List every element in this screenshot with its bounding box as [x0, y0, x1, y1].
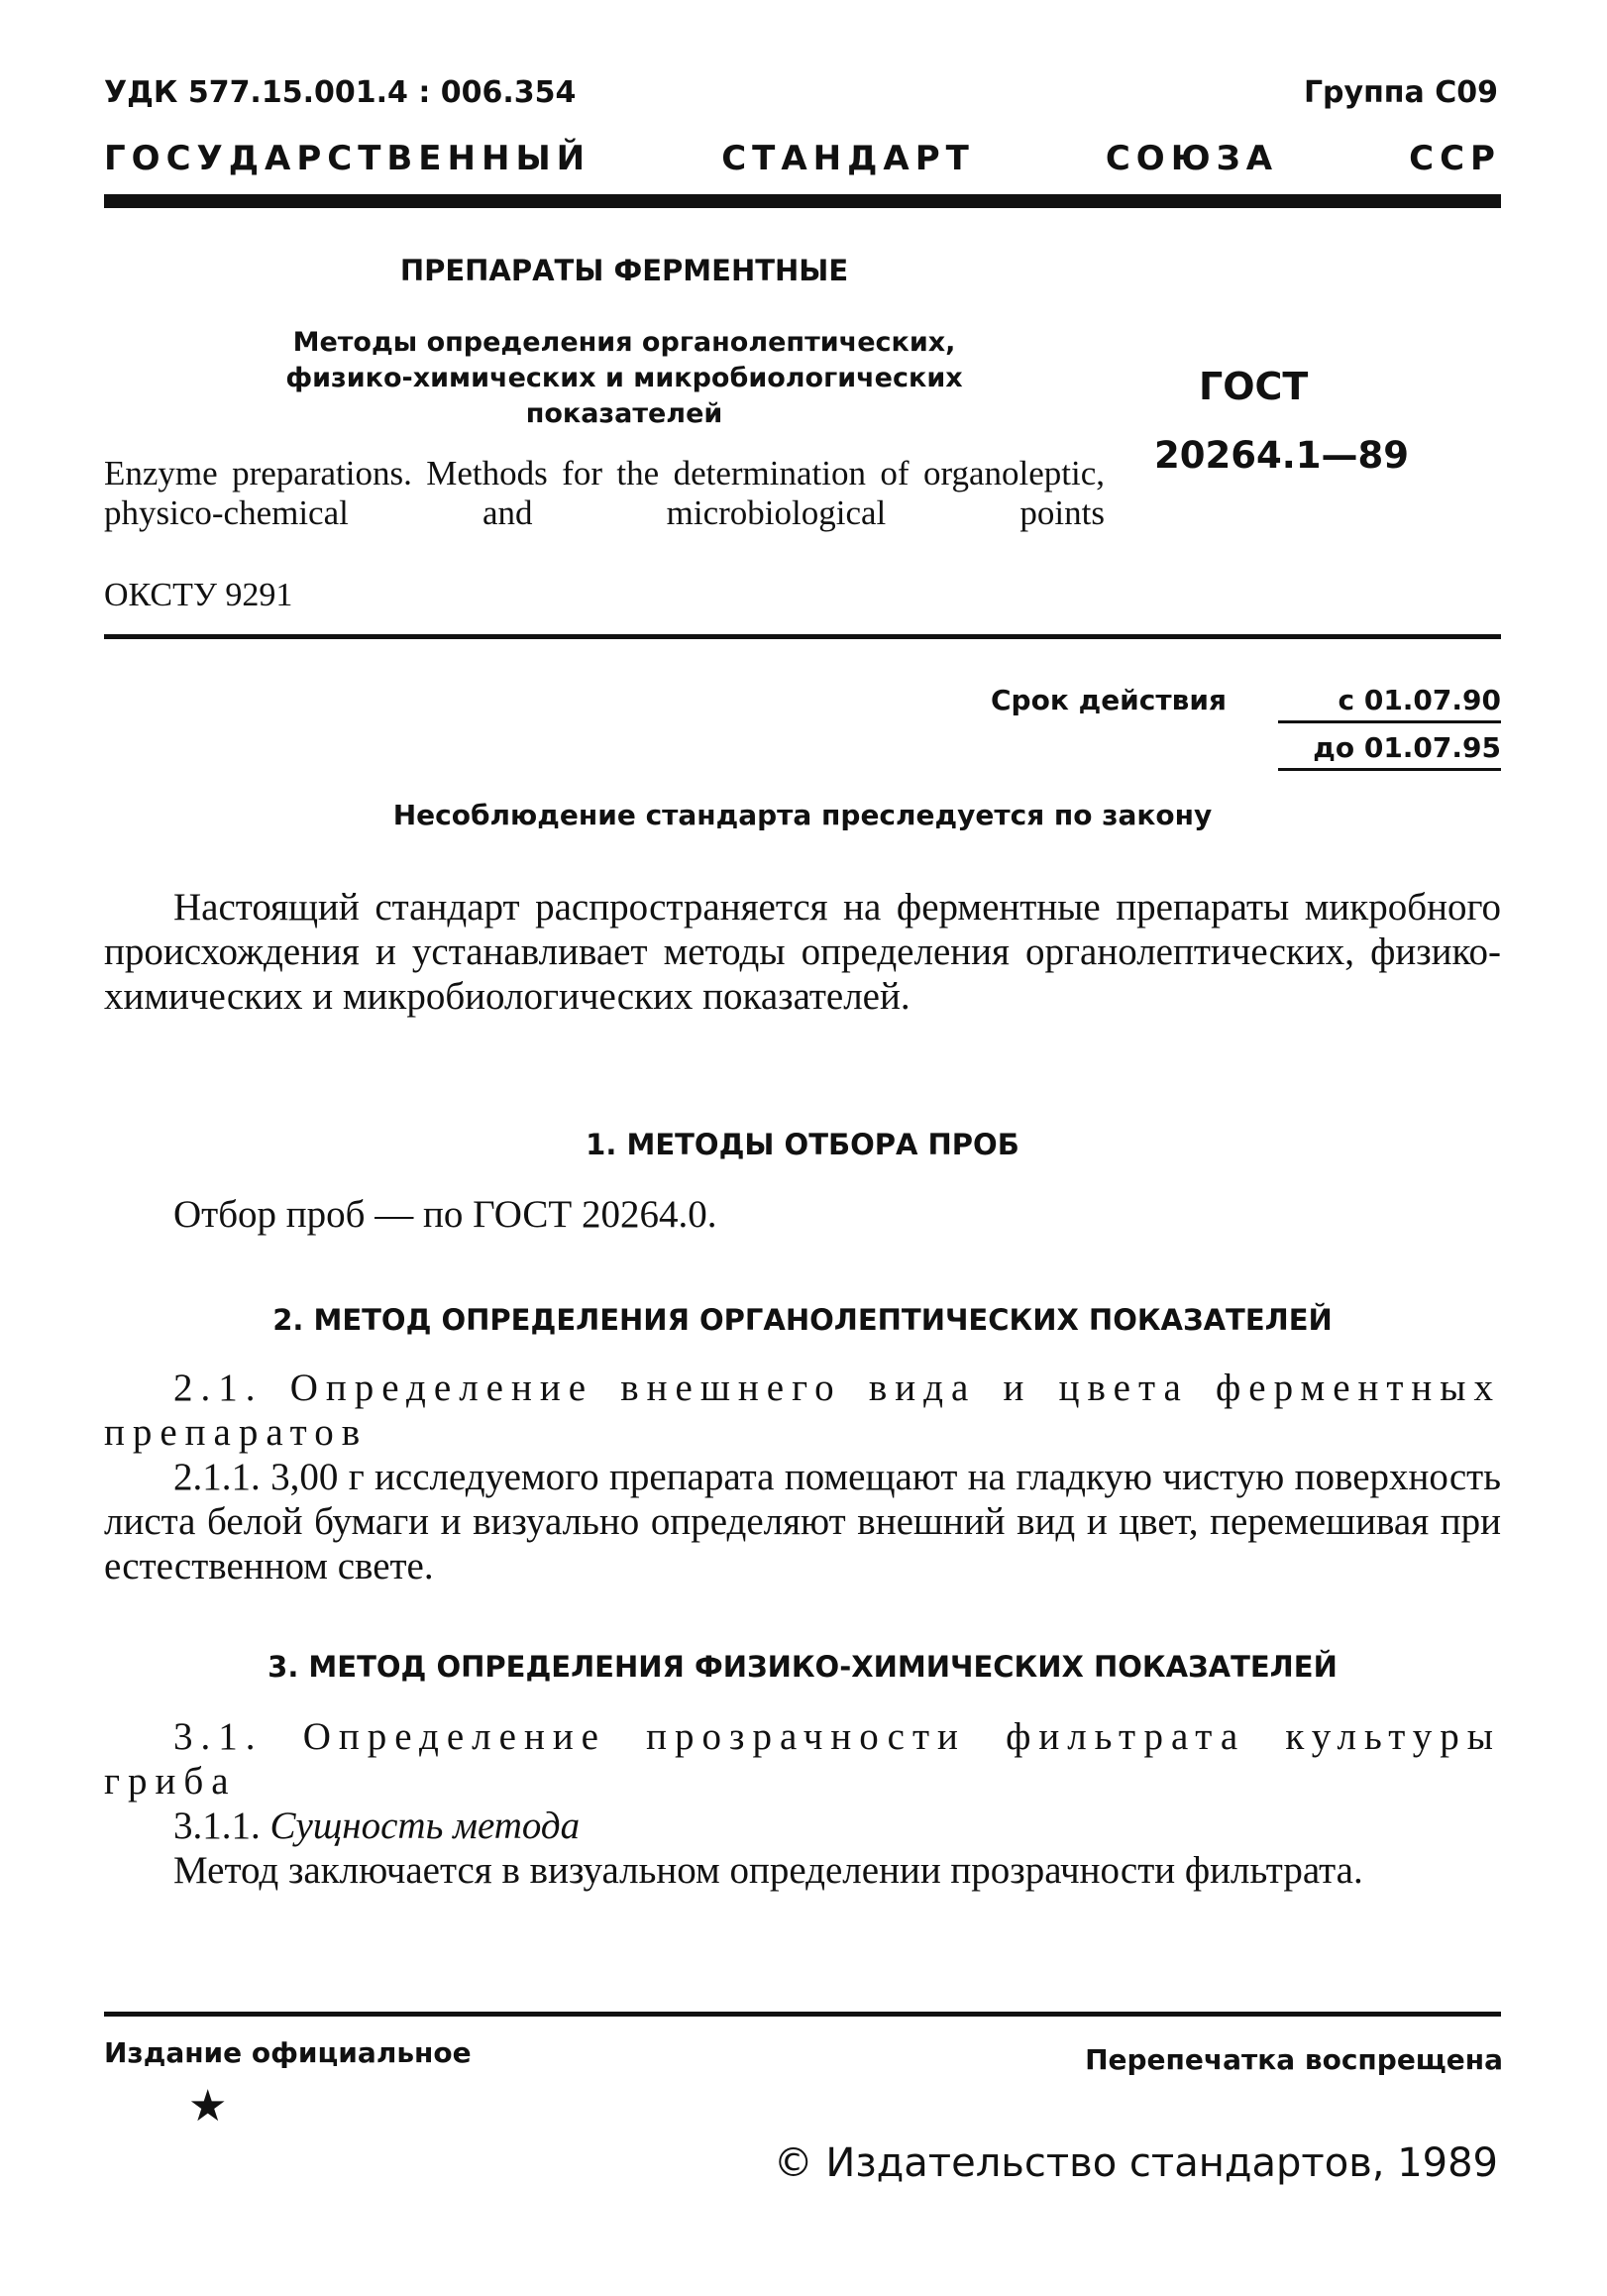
okstu-code: ОКСТУ 9291 — [104, 577, 293, 613]
footer-rule — [104, 2012, 1501, 2017]
banner-word: ГОСУДАРСТВЕННЫЙ — [104, 139, 591, 178]
copyright-notice: © Издательство стандартов, 1989 — [773, 2140, 1498, 2186]
banner-word: СОЮЗА — [1105, 139, 1279, 178]
subtitle-line: показателей — [525, 398, 723, 429]
banner-word: ССР — [1409, 139, 1501, 178]
state-standard-banner — [104, 139, 1501, 178]
udk-code: УДК 577.15.001.4 : 006.354 — [104, 75, 577, 110]
validity-to: до 01.07.95 — [1278, 731, 1501, 771]
section-heading: 3. МЕТОД ОПРЕДЕЛЕНИЯ ФИЗИКО-ХИМИЧЕСКИХ ПОКАЗАТЕЛЕЙ — [268, 1650, 1338, 1684]
gost-label: ГОСТ — [1199, 365, 1309, 408]
section-heading: 1. МЕТОДЫ ОТБОРА ПРОБ — [586, 1128, 1019, 1161]
section-paragraph: Метод заключается в визуальном определении прозрачности фильтрата. — [173, 1849, 1363, 1892]
gost-number: 20264.1—89 — [1154, 434, 1410, 477]
section-text: Отбор проб — по ГОСТ 20264.0. — [173, 1193, 717, 1236]
star-icon: ★ — [188, 2081, 228, 2132]
subsubsection-number: 3.1.1. — [173, 1804, 261, 1847]
header-rule — [104, 194, 1501, 208]
intro-paragraph: Настоящий стандарт распространяется на ферментные препараты микробного происхождения и устанавливает методы определения органолептических, физико-химических и микробиологических показателей. — [104, 886, 1501, 1018]
section-paragraph: 2.1.1. 3,00 г исследуемого препарата помещают на гладкую чистую поверхность листа белой бумаги и визуально определяют внешний вид и цвет, перемешивая при естественном свете. — [104, 1456, 1501, 1587]
subsection-heading: 3.1. Определение прозрачности фильтрата культуры гриба — [104, 1715, 1501, 1803]
official-edition: Издание официальное — [104, 2036, 472, 2069]
subsubsection-title: Сущность метода — [269, 1804, 581, 1847]
section-heading: 2. МЕТОД ОПРЕДЕЛЕНИЯ ОРГАНОЛЕПТИЧЕСКИХ ПОКАЗАТЕЛЕЙ — [272, 1303, 1333, 1337]
subtitle-line: Методы определения органолептических, — [292, 327, 956, 358]
document-title: ПРЕПАРАТЫ ФЕРМЕНТНЫЕ — [399, 254, 849, 287]
document-subtitle — [104, 325, 1144, 432]
reprint-notice: Перепечатка воспрещена — [1085, 2043, 1503, 2076]
law-notice: Несоблюдение стандарта преследуется по закону — [392, 799, 1213, 831]
subtitle-line: физико-химических и микробиологических — [285, 363, 963, 393]
subsection-heading: 2.1. Определение внешнего вида и цвета ферментных препаратов — [104, 1367, 1501, 1454]
group-code: Группа С09 — [1303, 75, 1498, 110]
subsubsection-heading — [173, 1804, 580, 1848]
english-title: Enzyme preparations. Methods for the determination of organoleptic, physico-chemical and microbiological points — [104, 454, 1105, 532]
validity-from: с 01.07.90 — [1278, 684, 1501, 723]
validity-label: Срок действия — [991, 684, 1227, 716]
banner-word: СТАНДАРТ — [721, 139, 975, 178]
title-rule — [104, 634, 1501, 639]
